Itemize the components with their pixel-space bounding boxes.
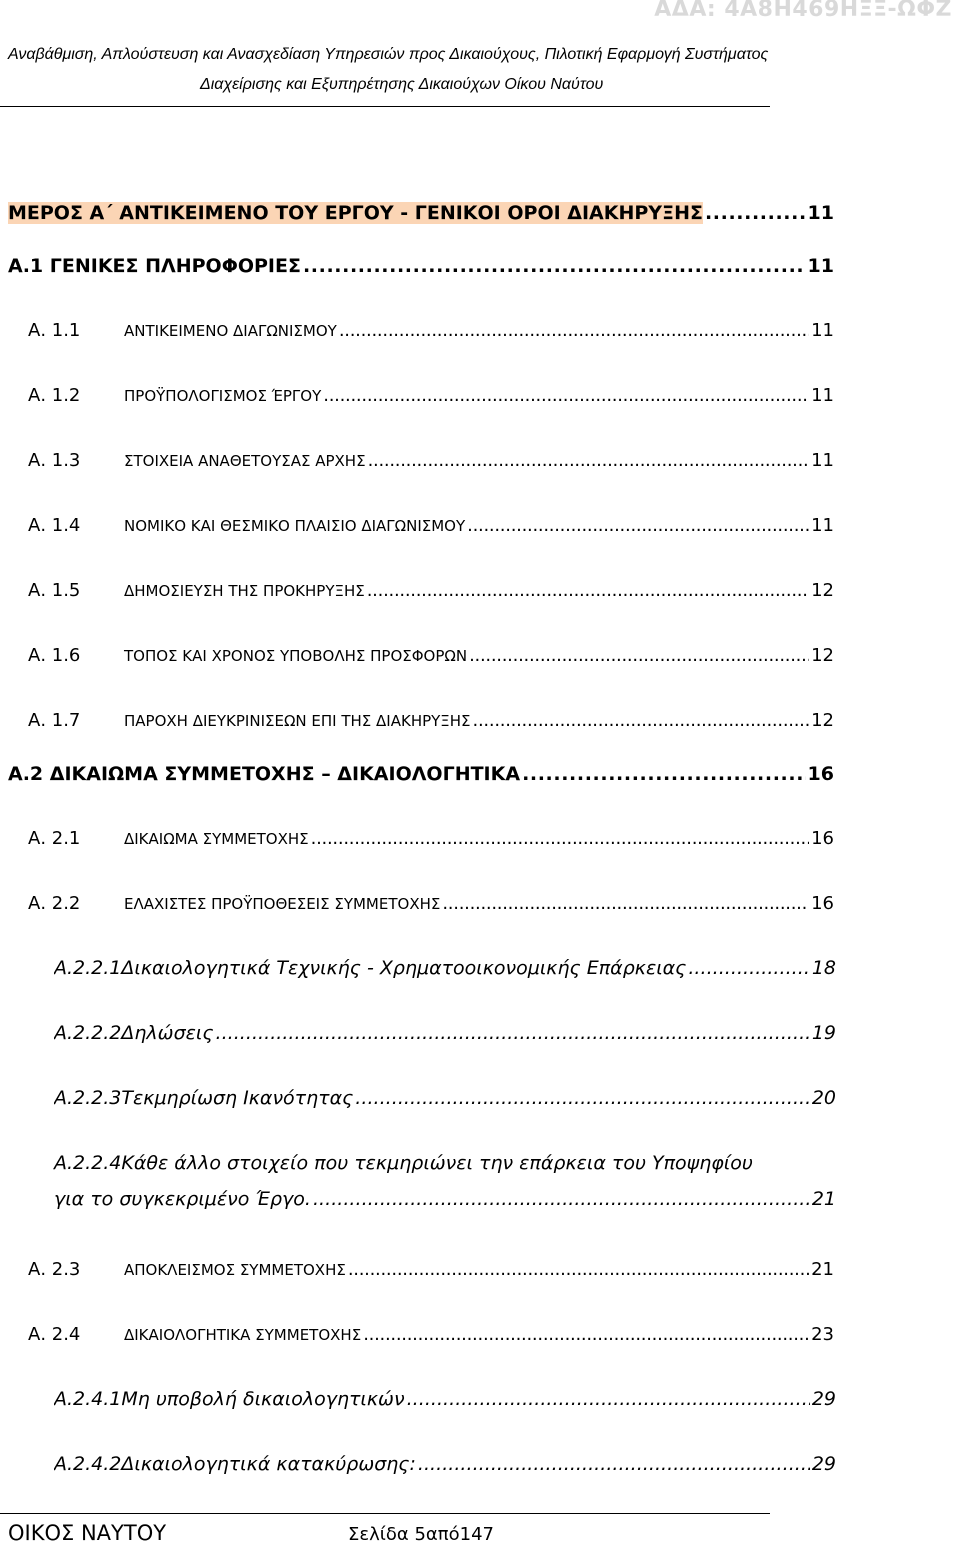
- toc-entry-page: 11: [811, 515, 834, 536]
- toc-leader: [688, 957, 809, 979]
- toc-entry[interactable]: [28, 320, 834, 341]
- toc-leader: [522, 763, 805, 785]
- toc-entry[interactable]: [54, 957, 836, 979]
- toc-entry-page: 23: [811, 1324, 834, 1345]
- toc-entry-number: Α. 2.3: [28, 1259, 81, 1280]
- toc-entry[interactable]: [28, 893, 834, 914]
- toc-entry-title: Δικαιολογητικά Τεχνικής - Χρηματοοικονομικής Επάρκειας: [121, 957, 687, 979]
- toc-entry-page: 11: [811, 385, 834, 406]
- toc-entry-number: Α. 2.1: [28, 828, 81, 849]
- toc-entry-page: 16: [811, 893, 834, 914]
- footer-organization: ΟΙΚΟΣ ΝΑΥΤΟΥ: [8, 1521, 167, 1545]
- toc-entry-title: Δικαιολογητικά κατακύρωσης:: [121, 1453, 416, 1475]
- toc-entry-page: 21: [811, 1188, 836, 1210]
- footer-page-number: Σελίδα 5από147: [348, 1524, 494, 1545]
- toc-entry-number: Α.2.4.2: [54, 1453, 122, 1475]
- toc-entry-page: 18: [811, 957, 836, 979]
- toc-entry-page: 29: [811, 1453, 836, 1475]
- toc-entry-title: Α.2 ΔΙΚΑΙΩΜΑ ΣΥΜΜΕΤΟΧΗΣ – ΔΙΚΑΙΟΛΟΓΗΤΙΚΑ: [8, 763, 521, 785]
- toc-entry-page: 16: [807, 763, 834, 785]
- toc-entry-page: 29: [811, 1388, 836, 1410]
- toc-entry[interactable]: [54, 1388, 836, 1410]
- toc-leader: [368, 450, 810, 471]
- toc-entry[interactable]: [54, 1453, 836, 1475]
- toc-entry-number: Α.2.2.2: [54, 1022, 122, 1044]
- toc-leader: [407, 1388, 810, 1410]
- ada-watermark: ΑΔΑ: 4Α8Η469ΗΞΞ-ΩΦΖ: [654, 0, 952, 22]
- toc-entry-number: Α.2.2.3: [54, 1087, 122, 1109]
- toc-leader: [363, 1324, 809, 1345]
- toc-entry-title: Δηλώσεις: [121, 1022, 214, 1044]
- toc-entry-title: ΔΙΚΑΙΟΛΟΓΗΤΙΚΑ ΣΥΜΜΕΤΟΧΗΣ: [124, 1326, 362, 1344]
- toc-entry[interactable]: [54, 1022, 836, 1044]
- toc-entry-page: 16: [811, 828, 834, 849]
- toc-entry[interactable]: [28, 710, 834, 731]
- toc-leader: [323, 385, 809, 406]
- toc-entry-title: ΑΝΤΙΚΕΙΜΕΝΟ ΔΙΑΓΩΝΙΣΜΟΥ: [124, 322, 337, 340]
- toc-entry-second-line: [54, 1188, 836, 1210]
- toc-entry-page: 11: [807, 202, 834, 224]
- toc-entry[interactable]: [54, 1087, 836, 1109]
- toc-entry-title: ΣΤΟΙΧΕΙΑ ΑΝΑΘΕΤΟΥΣΑΣ ΑΡΧΗΣ: [124, 452, 366, 470]
- toc-entry-title: ΜΕΡΟΣ Α΄ ΑΝΤΙΚΕΙΜΕΝΟ ΤΟΥ ΕΡΓΟΥ - ΓΕΝΙΚΟΙ ΟΡΟΙ ΔΙΑΚΗΡΥΞΗΣ: [8, 202, 703, 224]
- toc-entry[interactable]: [28, 1259, 834, 1280]
- toc-entry-number: Α. 2.2: [28, 893, 81, 914]
- toc-entry[interactable]: [8, 763, 834, 785]
- toc-entry[interactable]: [28, 645, 834, 666]
- toc-entry-title: ΠΑΡΟΧΗ ΔΙΕΥΚΡΙΝΙΣΕΩΝ ΕΠΙ ΤΗΣ ΔΙΑΚΗΡΥΞΗΣ: [124, 712, 471, 730]
- toc-entry-page: 11: [807, 255, 834, 277]
- toc-leader: [418, 1453, 810, 1475]
- toc-leader: [367, 580, 809, 601]
- header-line-2: Διαχείρισης και Εξυπηρέτησης Δικαιούχων Οίκου Ναύτου: [200, 76, 604, 93]
- toc-leader: [303, 255, 806, 277]
- toc-entry[interactable]: [54, 1152, 836, 1210]
- toc-entry-title: ΠΡΟΫΠΟΛΟΓΙΣΜΟΣ ΈΡΓΟΥ: [124, 387, 322, 405]
- toc-entry-number: Α.2.2.1: [54, 957, 122, 979]
- toc-leader: [313, 1188, 810, 1210]
- toc-entry-title-continued: για το συγκεκριμένο Έργο.: [54, 1188, 311, 1210]
- toc-entry-number: Α.2.4.1: [54, 1388, 122, 1410]
- toc-entry-number: Α. 1.3: [28, 450, 81, 471]
- toc-leader: [467, 515, 809, 536]
- toc-leader: [442, 893, 809, 914]
- toc-entry-title: ΑΠΟΚΛΕΙΣΜΟΣ ΣΥΜΜΕΤΟΧΗΣ: [124, 1261, 346, 1279]
- footer-divider: [0, 1513, 770, 1514]
- toc-entry-page: 12: [811, 645, 834, 666]
- toc-entry-first-line: [54, 1152, 836, 1174]
- toc-leader: [215, 1022, 809, 1044]
- toc-entry-page: 11: [811, 320, 834, 341]
- toc-entry-number: Α. 1.1: [28, 320, 81, 341]
- toc-entry-title: ΤΟΠΟΣ ΚΑΙ ΧΡΟΝΟΣ ΥΠΟΒΟΛΗΣ ΠΡΟΣΦΟΡΩΝ: [124, 647, 468, 665]
- toc-leader: [348, 1259, 809, 1280]
- toc-entry-page: 19: [811, 1022, 836, 1044]
- toc-entry[interactable]: [28, 450, 834, 471]
- toc-entry-page: 20: [811, 1087, 836, 1109]
- toc-entry[interactable]: [28, 515, 834, 536]
- toc-entry[interactable]: [8, 202, 834, 224]
- toc-entry-title: ΕΛΑΧΙΣΤΕΣ ΠΡΟΫΠΟΘΕΣΕΙΣ ΣΥΜΜΕΤΟΧΗΣ: [124, 895, 441, 913]
- toc-entry-number: Α. 1.4: [28, 515, 81, 536]
- toc-entry-page: 12: [811, 710, 834, 731]
- toc-leader: [339, 320, 809, 341]
- toc-entry[interactable]: [28, 1324, 834, 1345]
- toc-entry-title: Τεκμηρίωση Ικανότητας: [121, 1087, 354, 1109]
- toc-leader: [311, 828, 809, 849]
- toc-entry-title: ΔΗΜΟΣΙΕΥΣΗ ΤΗΣ ΠΡΟΚΗΡΥΞΗΣ: [124, 582, 365, 600]
- toc-entry-title: Α.1 ΓΕΝΙΚΕΣ ΠΛΗΡΟΦΟΡΙΕΣ: [8, 255, 301, 277]
- toc-entry-page: 12: [811, 580, 834, 601]
- toc-entry-title: Κάθε άλλο στοιχείο που τεκμηριώνει την επάρκεια του Υποψηφίου: [121, 1152, 753, 1174]
- toc-entry[interactable]: [28, 828, 834, 849]
- toc-entry-number: Α. 2.4: [28, 1324, 81, 1345]
- toc-entry-page: 11: [811, 450, 834, 471]
- toc-entry[interactable]: [8, 255, 834, 277]
- toc-entry-page: 21: [811, 1259, 834, 1280]
- toc-entry[interactable]: [28, 580, 834, 601]
- header-line-1: Αναβάθμιση, Απλούστευση και Ανασχεδίαση Υπηρεσιών προς Δικαιούχους, Πιλοτική Εφαρμογή Συστήματος: [8, 46, 769, 63]
- toc-entry[interactable]: [28, 385, 834, 406]
- toc-entry-title: ΔΙΚΑΙΩΜΑ ΣΥΜΜΕΤΟΧΗΣ: [124, 830, 309, 848]
- toc-entry-number: Α. 1.6: [28, 645, 81, 666]
- toc-entry-title: Μη υποβολή δικαιολογητικών: [121, 1388, 405, 1410]
- toc-leader: [705, 202, 806, 224]
- toc-leader: [469, 645, 809, 666]
- toc-leader: [473, 710, 810, 731]
- toc-entry-number: Α. 1.7: [28, 710, 81, 731]
- toc-entry-number: Α.2.2.4: [54, 1152, 122, 1174]
- toc-entry-title: ΝΟΜΙΚΟ ΚΑΙ ΘΕΣΜΙΚΟ ΠΛΑΙΣΙΟ ΔΙΑΓΩΝΙΣΜΟΥ: [124, 517, 466, 535]
- toc-entry-number: Α. 1.2: [28, 385, 81, 406]
- toc-entry-number: Α. 1.5: [28, 580, 81, 601]
- toc-leader: [355, 1087, 810, 1109]
